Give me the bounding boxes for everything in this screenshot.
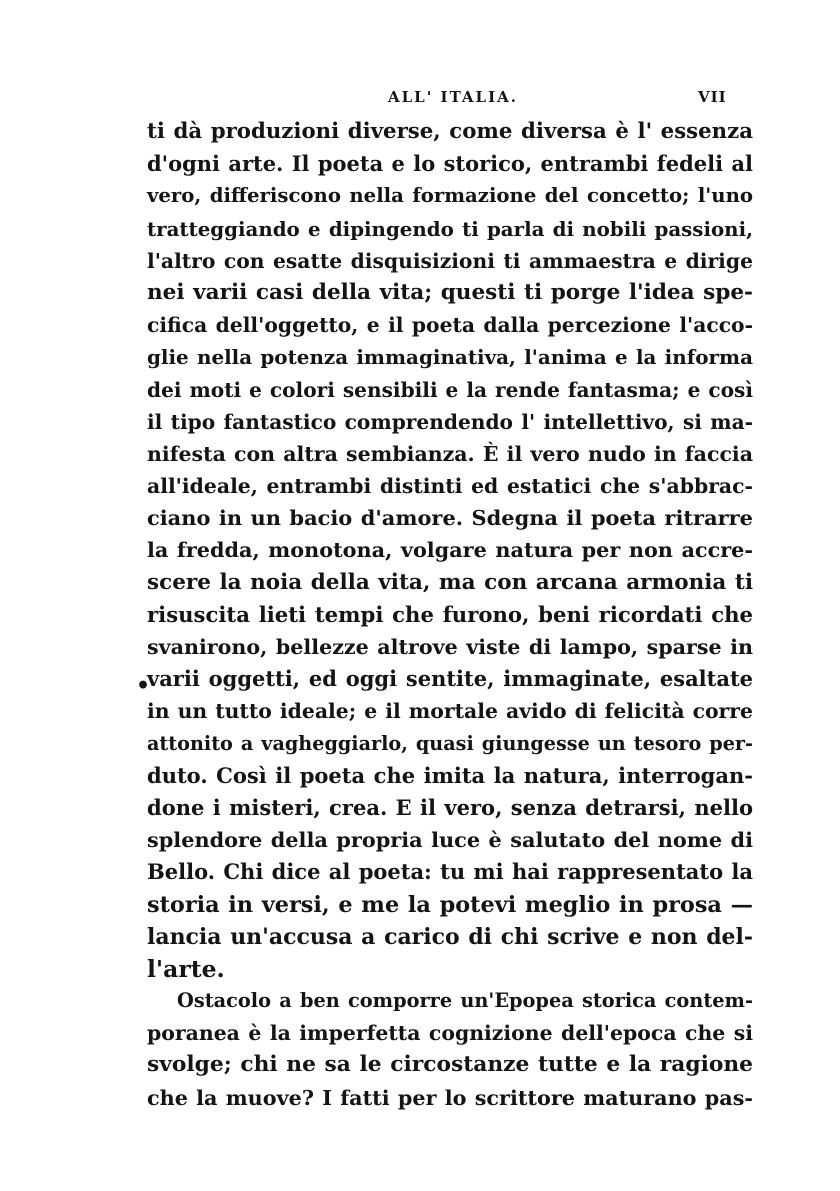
text-line: nifesta con altra sembianza. È il vero nudo in faccia	[147, 441, 753, 466]
paragraph	[147, 116, 753, 985]
text-line: risuscita lieti tempi che furono, beni ricordati che	[147, 601, 753, 627]
text-line: lancia un'accusa a carico di chi scrive e non del-	[147, 923, 753, 950]
text-line: varii oggetti, ed oggi sentite, immaginate, esaltate	[147, 666, 753, 692]
text-line: tratteggiando e dipingendo ti parla di nobili passioni,	[147, 216, 753, 241]
text-line: all'ideale, entrambi distinti ed estatici che s'abbrac-	[147, 474, 753, 499]
text-line: nei varii casi della vita; questi ti porge l'idea spe-	[147, 279, 753, 305]
text-line: d'ogni arte. Il poeta e lo storico, entrambi fedeli al	[147, 151, 753, 177]
text-line: vero, differiscono nella formazione del concetto; l'uno	[147, 184, 753, 208]
running-title: ALL' ITALIA.	[388, 88, 518, 106]
text-line: poranea è la imperfetta cognizione dell'epoca che si	[147, 1021, 753, 1046]
text-line: cifica dell'oggetto, e il poeta dalla percezione l'acco-	[147, 313, 753, 338]
text-line: attonito a vagheggiarlo, quasi giungesse un tesoro per-	[147, 731, 753, 755]
text-line: l'arte.	[147, 954, 225, 983]
page-number: VII	[698, 88, 727, 106]
text-line: dei moti e colori sensibili e la rende fantasma; e così	[147, 377, 753, 402]
text-line: svolge; chi ne sa le circostanze tutte e la ragione	[147, 1052, 753, 1078]
text-line: in un tutto ideale; e il mortale avido di felicità corre	[147, 699, 753, 724]
text-line: Bello. Chi dice al poeta: tu mi hai rappresentato la	[147, 859, 753, 885]
text-line: glie nella potenza immaginativa, l'anima e la informa	[147, 345, 753, 370]
body-text	[147, 116, 753, 1114]
text-line: che la muove? I fatti per lo scrittore maturano pas-	[147, 1085, 753, 1110]
text-line: duto. Così il poeta che imita la natura, interrogan-	[147, 762, 753, 788]
text-line: l'altro con esatte disquisizioni ti ammaestra e dirige	[147, 248, 753, 273]
text-line: la fredda, monotona, volgare natura per non accre-	[147, 537, 753, 563]
text-line: storia in versi, e me la potevi meglio in prosa —	[147, 891, 753, 918]
margin-bullet-mark: •	[136, 673, 151, 699]
text-line: done i misteri, crea. E il vero, senza detrarsi, nello	[147, 794, 753, 820]
text-line: svanirono, bellezze altrove viste di lampo, sparse in	[147, 635, 753, 659]
text-line: Ostacolo a ben comporre un'Epopea storica contem-	[177, 989, 753, 1013]
text-line: il tipo fantastico comprendendo l' intellettivo, si ma-	[147, 409, 753, 434]
text-line: splendore della propria luce è salutato del nome di	[147, 827, 753, 853]
text-line: ciano in un bacio d'amore. Sdegna il poeta ritrarre	[147, 505, 753, 531]
paragraph	[147, 985, 753, 1114]
text-line: scere la noia della vita, ma con arcana armonia ti	[147, 569, 753, 595]
text-line: ti dà produzioni diverse, come diversa è l' essenza	[147, 119, 753, 144]
